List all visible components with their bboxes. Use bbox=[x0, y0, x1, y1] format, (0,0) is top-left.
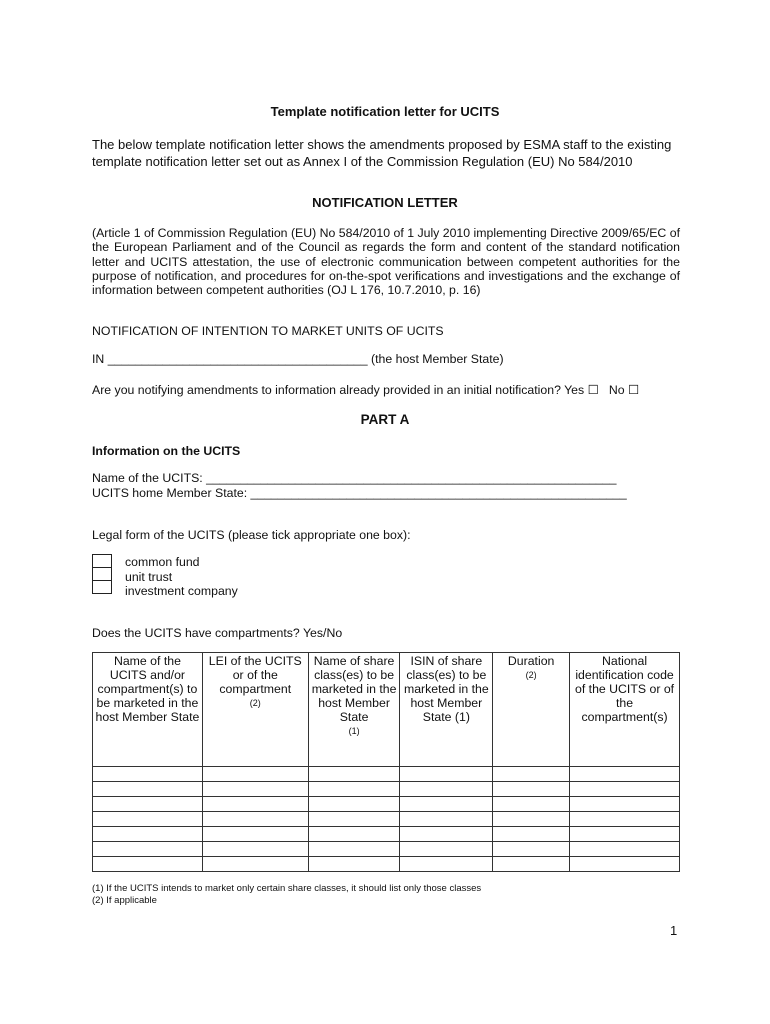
table-cell[interactable] bbox=[400, 767, 493, 782]
table-cell[interactable] bbox=[308, 782, 400, 797]
table-cell[interactable] bbox=[400, 797, 493, 812]
column-header-text: Name of the UCITS and/or compartment(s) to be marketed in the host Member State bbox=[95, 654, 200, 724]
column-header bbox=[570, 653, 680, 767]
footnote: (1) If the UCITS intends to market only certain share classes, it should list only those classes bbox=[92, 883, 482, 894]
footnote-ref: (1) bbox=[348, 726, 360, 736]
table-cell[interactable] bbox=[493, 797, 570, 812]
column-header bbox=[308, 653, 400, 767]
article-paragraph: (Article 1 of Commission Regulation (EU) No 584/2010 of 1 July 2010 implementing Directive 2009/65/EC of the European Parliament and of the Council as regards the form and content of the standard notification letter and UCITS attestation, the use of electronic communication between competent authorities for the purpose of notification, and procedures for on-the-spot verifications and investigations and the exchange of information between competent authorities (OJ L 176, 10.7.2010, p. 16) bbox=[92, 226, 680, 298]
host-state-line: IN ______________________________________ (the host Member State) bbox=[92, 352, 504, 366]
table-cell[interactable] bbox=[400, 842, 493, 857]
table-cell[interactable] bbox=[308, 812, 400, 827]
table-cell[interactable] bbox=[308, 767, 400, 782]
amendment-question bbox=[92, 383, 639, 397]
table-cell[interactable] bbox=[93, 857, 203, 872]
checkbox-unit-trust[interactable] bbox=[92, 567, 112, 581]
table-cell[interactable] bbox=[202, 812, 308, 827]
intro-paragraph: The below template notification letter shows the amendments proposed by ESMA staff to the existing template notification letter set out as Annex I of the Commission Regulation (EU) No 584/2010 bbox=[92, 137, 672, 169]
table-row bbox=[93, 767, 680, 782]
table-cell[interactable] bbox=[202, 767, 308, 782]
table-cell[interactable] bbox=[570, 827, 680, 842]
table-cell[interactable] bbox=[570, 797, 680, 812]
table-cell[interactable] bbox=[400, 782, 493, 797]
intention-line: NOTIFICATION OF INTENTION TO MARKET UNITS OF UCITS bbox=[92, 324, 444, 338]
column-header-text: Name of share class(es) to be marketed in the host Member State bbox=[311, 654, 397, 724]
no-checkbox[interactable]: ☐ bbox=[628, 383, 640, 397]
option-label: unit trust bbox=[125, 569, 173, 584]
home-state-field[interactable]: UCITS home Member State: _______________________________________________________ bbox=[92, 486, 627, 500]
amendment-question-text: Are you notifying amendments to information already provided in an initial notification? Yes bbox=[92, 383, 585, 397]
table-cell[interactable] bbox=[493, 767, 570, 782]
table-cell[interactable] bbox=[493, 827, 570, 842]
column-header bbox=[93, 653, 203, 767]
yes-checkbox[interactable]: ☐ bbox=[587, 383, 599, 397]
checkbox-common-fund[interactable] bbox=[92, 554, 112, 568]
column-header-text: ISIN of share class(es) to be marketed in the host Member State (1) bbox=[403, 654, 489, 724]
footnote: (2) If applicable bbox=[92, 895, 157, 906]
checkbox-investment-company[interactable] bbox=[92, 580, 112, 594]
table-cell[interactable] bbox=[202, 797, 308, 812]
table-row bbox=[93, 842, 680, 857]
table-cell[interactable] bbox=[308, 797, 400, 812]
table-cell[interactable] bbox=[570, 767, 680, 782]
table-row bbox=[93, 812, 680, 827]
column-header-text: LEI of the UCITS or of the compartment bbox=[208, 654, 302, 696]
column-header-text: Duration bbox=[507, 654, 555, 668]
table-cell[interactable] bbox=[493, 782, 570, 797]
footnote-ref: (2) bbox=[525, 670, 537, 680]
column-header bbox=[493, 653, 570, 767]
page-number: 1 bbox=[670, 923, 678, 938]
table-cell[interactable] bbox=[570, 842, 680, 857]
legal-form-question: Legal form of the UCITS (please tick appropriate one box): bbox=[92, 528, 411, 542]
table-cell[interactable] bbox=[493, 812, 570, 827]
table-cell[interactable] bbox=[93, 782, 203, 797]
table-row bbox=[93, 827, 680, 842]
table-row bbox=[93, 857, 680, 872]
table-cell[interactable] bbox=[400, 812, 493, 827]
footnote-ref: (2) bbox=[249, 698, 261, 708]
column-header-text: National identification code of the UCITS or of the compartment(s) bbox=[574, 654, 675, 724]
table-cell[interactable] bbox=[308, 827, 400, 842]
option-label: investment company bbox=[125, 584, 238, 598]
table-cell[interactable] bbox=[202, 782, 308, 797]
document-title: Template notification letter for UCITS bbox=[270, 104, 500, 119]
table-cell[interactable] bbox=[493, 842, 570, 857]
table-cell[interactable] bbox=[202, 842, 308, 857]
part-heading: PART A bbox=[360, 412, 410, 427]
ucits-name-field[interactable]: Name of the UCITS: ____________________________________________________________ bbox=[92, 471, 617, 485]
table-cell[interactable] bbox=[570, 857, 680, 872]
legal-form-checkboxes bbox=[92, 554, 112, 594]
table-row bbox=[93, 782, 680, 797]
table-cell[interactable] bbox=[93, 812, 203, 827]
section-heading: NOTIFICATION LETTER bbox=[312, 195, 458, 210]
table-row bbox=[93, 797, 680, 812]
table-cell[interactable] bbox=[93, 767, 203, 782]
table-cell[interactable] bbox=[202, 827, 308, 842]
column-header bbox=[400, 653, 493, 767]
table-cell[interactable] bbox=[202, 857, 308, 872]
table-cell[interactable] bbox=[570, 812, 680, 827]
compartments-question: Does the UCITS have compartments? Yes/No bbox=[92, 626, 343, 640]
table-cell[interactable] bbox=[93, 797, 203, 812]
legal-form-options bbox=[125, 555, 238, 599]
table-cell[interactable] bbox=[570, 782, 680, 797]
option-label: common fund bbox=[125, 555, 200, 569]
column-header bbox=[202, 653, 308, 767]
info-heading: Information on the UCITS bbox=[92, 444, 241, 458]
table-cell[interactable] bbox=[308, 842, 400, 857]
table-cell[interactable] bbox=[93, 842, 203, 857]
no-label: No bbox=[608, 383, 625, 397]
table-cell[interactable] bbox=[493, 857, 570, 872]
table-cell[interactable] bbox=[400, 827, 493, 842]
table-cell[interactable] bbox=[93, 827, 203, 842]
table-cell[interactable] bbox=[308, 857, 400, 872]
compartments-table bbox=[92, 652, 680, 872]
table-cell[interactable] bbox=[400, 857, 493, 872]
